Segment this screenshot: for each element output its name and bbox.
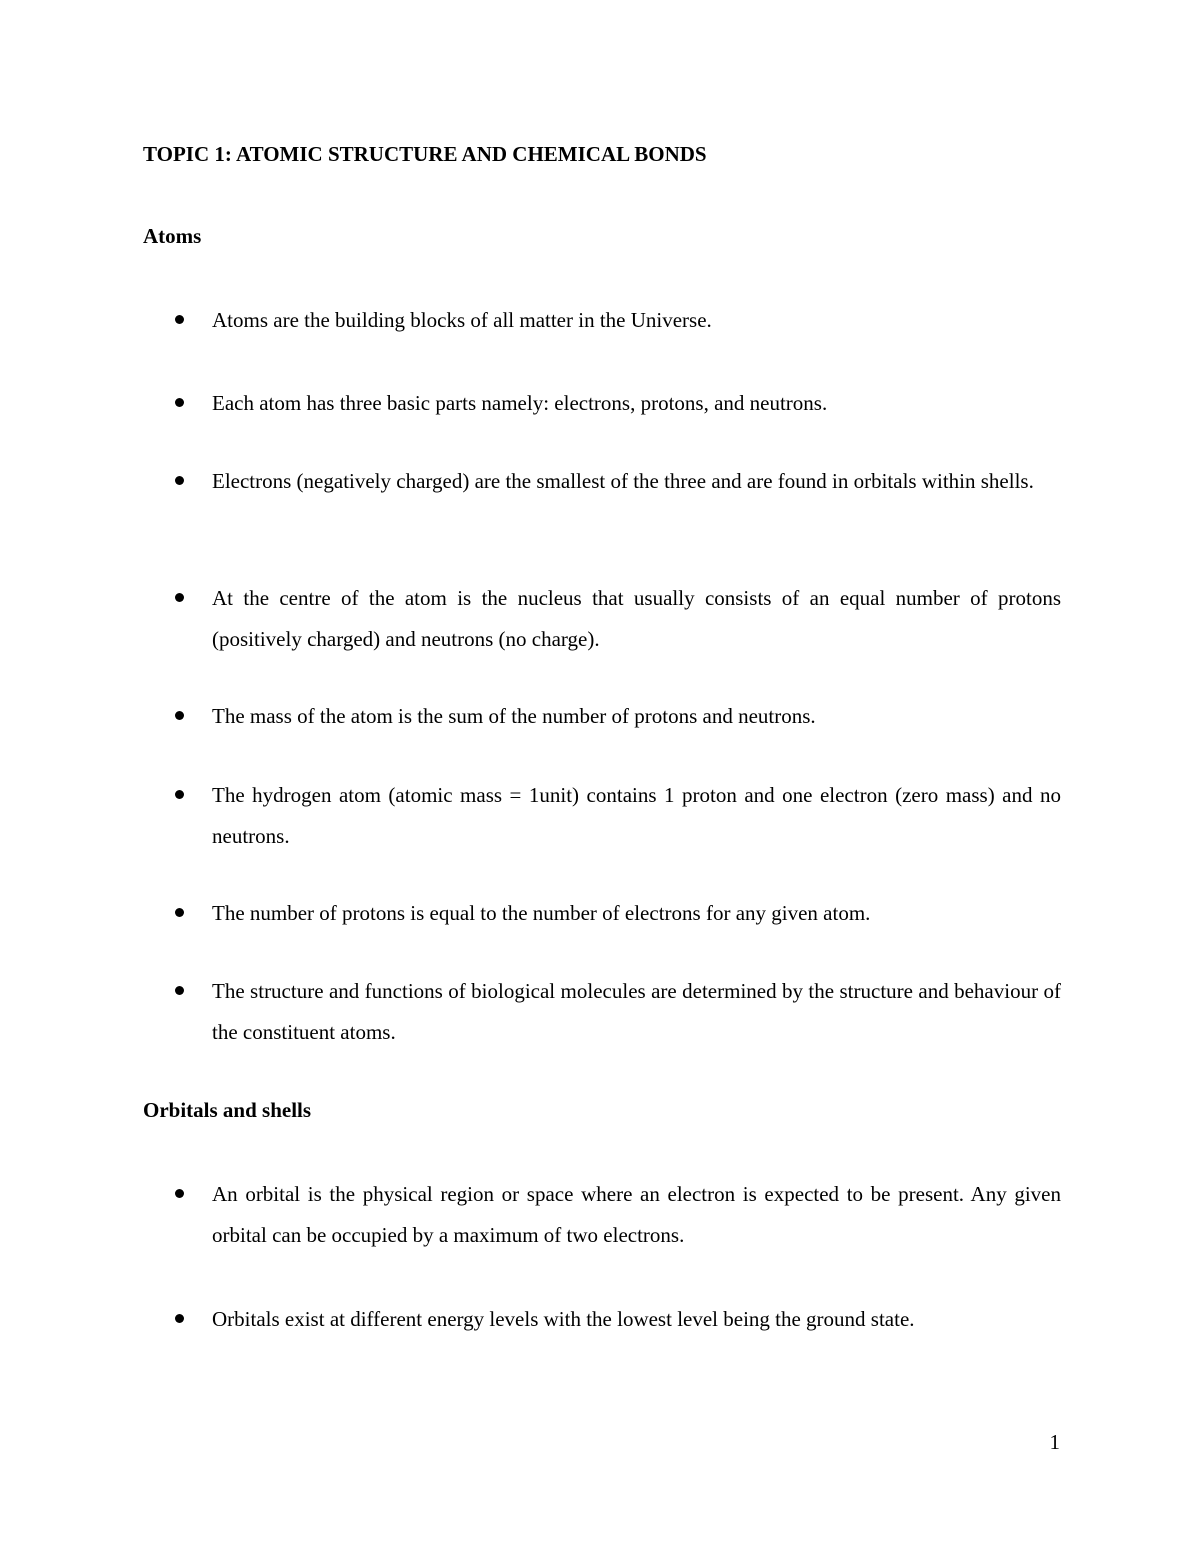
section-heading-orbitals: Orbitals and shells: [143, 1098, 312, 1122]
page-title: TOPIC 1: ATOMIC STRUCTURE AND CHEMICAL BONDS: [143, 142, 707, 166]
bullet-icon: [175, 1314, 184, 1323]
bullet-item: [143, 696, 1061, 737]
bullet-item: [143, 461, 1061, 502]
bullet-item: [143, 578, 1061, 660]
bullet-icon: [175, 908, 184, 917]
bullet-text: At the centre of the atom is the nucleus that usually consists of an equal number of protons (positively charged) and neutrons (no charge).: [212, 586, 1061, 651]
bullet-item: [143, 300, 1061, 341]
bullet-text: The number of protons is equal to the number of electrons for any given atom.: [212, 901, 871, 925]
bullet-item: [143, 893, 1061, 934]
bullet-icon: [175, 593, 184, 602]
bullet-icon: [175, 1189, 184, 1198]
section-heading-atoms: Atoms: [143, 224, 202, 248]
bullet-text: Atoms are the building blocks of all matter in the Universe.: [212, 308, 712, 332]
page-number: 1: [1049, 1430, 1060, 1454]
bullet-icon: [175, 790, 184, 799]
bullet-icon: [175, 398, 184, 407]
bullet-text: An orbital is the physical region or space where an electron is expected to be present. Any given orbital can be occupied by a maximum of two electrons.: [212, 1182, 1061, 1247]
bullet-item: [143, 971, 1061, 1053]
bullet-icon: [175, 711, 184, 720]
bullet-item: [143, 775, 1061, 857]
bullet-icon: [175, 986, 184, 995]
bullet-text: The hydrogen atom (atomic mass = 1unit) contains 1 proton and one electron (zero mass) and no neutrons.: [212, 783, 1061, 848]
bullet-text: Orbitals exist at different energy levels with the lowest level being the ground state.: [212, 1307, 915, 1331]
bullet-icon: [175, 315, 184, 324]
bullet-item: [143, 1174, 1061, 1256]
bullet-text: Each atom has three basic parts namely: electrons, protons, and neutrons.: [212, 391, 828, 415]
bullet-item: [143, 383, 1061, 424]
bullet-icon: [175, 476, 184, 485]
bullet-text: The structure and functions of biological molecules are determined by the structure and behaviour of the constituent atoms.: [212, 979, 1061, 1044]
bullet-text: The mass of the atom is the sum of the number of protons and neutrons.: [212, 704, 816, 728]
bullet-item: [143, 1299, 1061, 1340]
bullet-text: Electrons (negatively charged) are the smallest of the three and are found in orbitals within shells.: [212, 469, 1034, 493]
